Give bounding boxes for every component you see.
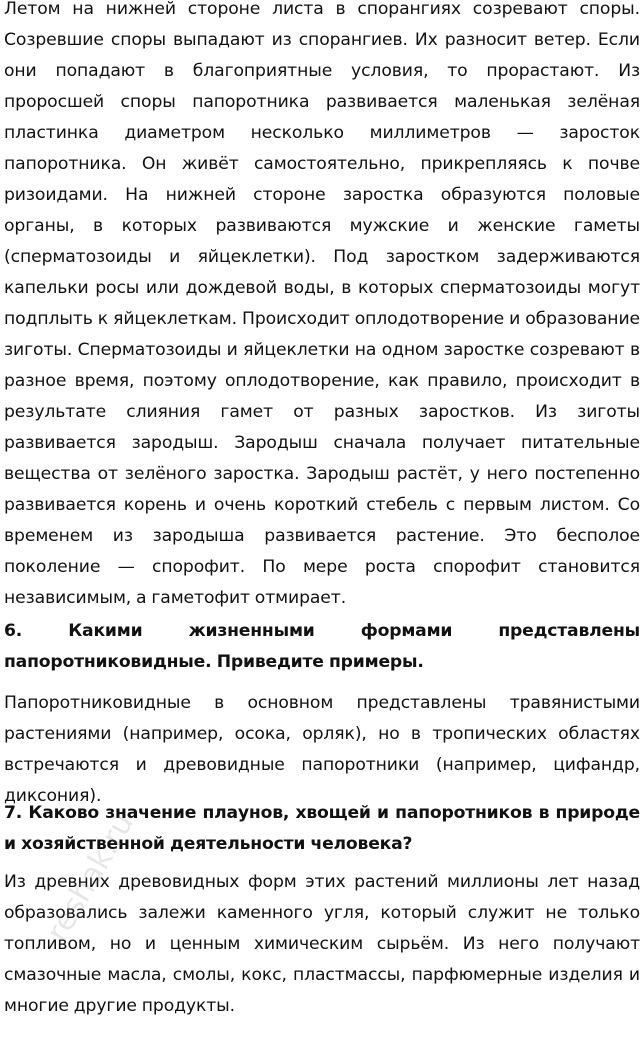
watermark-logo: reshak.ru — [40, 807, 142, 948]
paragraph-fern-life-cycle: Летом на нижней стороне листа в спорангиях созревают споры. Созревшие споры выпадают из спорангиев. Их разносит ветер. Если они попадают в благоприятные условия, то прорастают. Из проросшей споры папоротника развивается маленькая зелёная пластинка диаметром несколько миллиметров — заросток папоротника. Он живёт самостоятельно, прикрепляясь к почве ризоидами. На нижней стороне заростка образуются половые органы, в которых развиваются мужские и женские гаметы (сперматозоиды и яйцеклетки). Под заростком задерживаются капельки росы или дождевой воды, в которых сперматозоиды могут подплыть к яйцеклеткам. Происходит оплодотворение и образование зиготы. Сперматозоиды и яйцеклетки на одном заростке созревают в разное время, поэтому оплодотворение, как правило, происходит в результате слияния гамет от разных заростков. Из зиготы развивается зародыш. Зародыш сначала получает питательные вещества от зелёного заростка. Зародыш растёт, у него постепенно развивается корень и очень короткий стебель с первым листом. Со временем из зародыша развивается растение. Это бесполое поколение — спорофит. По мере роста спорофит становится независимым, а гаметофит отмирает. — [4, 0, 640, 608]
question-6-heading: 6. Какими жизненными формами представлены папоротниковидные. Приведите примеры. — [4, 621, 640, 672]
answer-7-paragraph: Из древних древовидных форм этих растений миллионы лет назад образовались залежи каменного угля, который служит не только топливом, но и ценным химическим сырьём. Из него получают смазочные масла, смолы, кокс, пластмассы, парфюмерные изделия и многие другие продукты. — [4, 872, 640, 1016]
question-7-heading: 7. Каково значение плаунов, хвощей и папоротников в природе и хозяйственной деятельности человека? — [4, 803, 640, 854]
answer-6-paragraph: Папоротниковидные в основном представлены травянистыми растениями (например, осока, орляк), но в тропических областях встречаются и древовидные папоротники (например, цифандр, диксония). — [4, 693, 640, 806]
